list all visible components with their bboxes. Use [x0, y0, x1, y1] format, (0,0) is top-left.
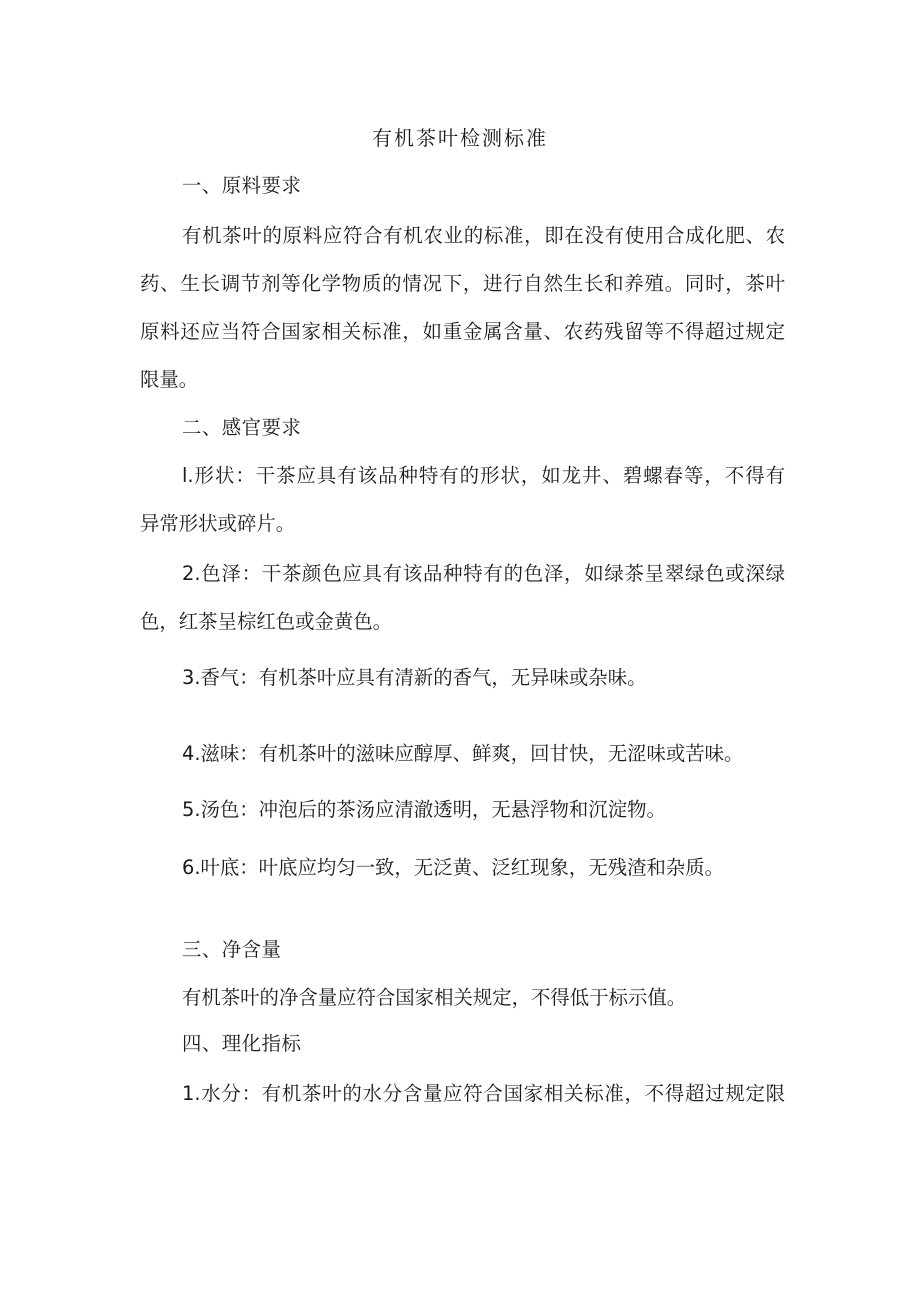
- sensory-color-line-2: 色，红茶呈棕红色或金黄色。: [140, 610, 393, 633]
- sensory-taste: 4.滋味：有机茶叶的滋味应醇厚、鲜爽，回甘快，无涩味或苦味。: [182, 742, 744, 765]
- section-heading-physicochemical: 四、理化指标: [182, 1032, 302, 1055]
- section-heading-raw-material: 一、原料要求: [182, 174, 302, 197]
- net-content-text: 有机茶叶的净含量应符合国家相关规定，不得低于标示值。: [182, 986, 687, 1009]
- sensory-color-line-1: 2.色泽：干茶颜色应具有该品种特有的色泽，如绿茶呈翠绿色或深绿: [182, 562, 785, 585]
- sensory-shape-line-1: l.形状：干茶应具有该品种特有的形状，如龙井、碧螺春等，不得有: [182, 464, 785, 487]
- raw-material-line-2: 药、生长调节剂等化学物质的情况下，进行自然生长和养殖。同时，茶叶: [140, 272, 785, 295]
- raw-material-line-1: 有机茶叶的原料应符合有机农业的标准，即在没有使用合成化肥、农: [182, 224, 785, 247]
- section-heading-net-content: 三、净含量: [182, 938, 282, 961]
- document-title: 有机茶叶检测标准: [372, 126, 548, 150]
- sensory-liquor-color: 5.汤色：冲泡后的茶汤应清澈透明，无悬浮物和沉淀物。: [182, 798, 666, 821]
- sensory-aroma: 3.香气：有机茶叶应具有清新的香气，无异味或杂味。: [182, 666, 647, 689]
- sensory-infused-leaf: 6.叶底：叶底应均匀一致，无泛黄、泛红现象，无残渣和杂质。: [182, 856, 725, 879]
- raw-material-line-4: 限量。: [140, 368, 199, 391]
- raw-material-line-3: 原料还应当符合国家相关标准，如重金属含量、农药残留等不得超过规定: [140, 320, 785, 343]
- section-heading-sensory: 二、感官要求: [182, 416, 302, 439]
- sensory-shape-line-2: 异常形状或碎片。: [140, 512, 296, 535]
- physicochemical-moisture-line-1: 1.水分：有机茶叶的水分含量应符合国家相关标准，不得超过规定限: [182, 1082, 785, 1105]
